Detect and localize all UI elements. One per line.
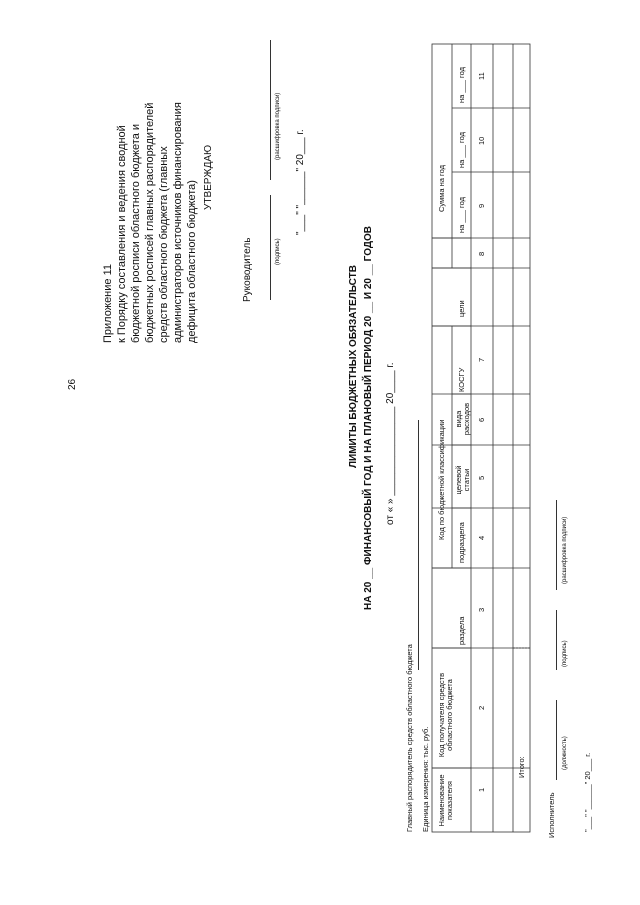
document-subtitle: НА 20 __ ФИНАНСОВЫЙ ГОД И НА ПЛАНОВЫЙ ПЕРИОД 20 __ И 20 __ ГОДОВ — [363, 226, 374, 610]
appendix-line: дефицита областного бюджета) — [186, 180, 198, 343]
executor-signature-line — [556, 610, 557, 670]
header-name: Наименование показателя — [437, 774, 454, 827]
appendix-line: бюджетной росписи областного бюджета и — [130, 123, 142, 343]
header-expense: вида расходов — [454, 402, 471, 436]
appendix-line: Приложение 11 — [102, 264, 114, 343]
column-number: 10 — [477, 136, 486, 145]
header-recipient: Код получателя средств областного бюджета — [437, 672, 454, 758]
appendix-line: средств областного бюджета (главных — [158, 146, 170, 343]
column-number: 2 — [477, 705, 486, 710]
main-manager-label: Главный распорядитель средств областного бюджета — [405, 644, 414, 832]
head-signature-caption: (подпись) — [275, 238, 281, 265]
position-caption: (должность) — [562, 736, 568, 770]
column-number: 7 — [477, 357, 486, 362]
executor-decoding-line — [556, 500, 557, 590]
column-number: 4 — [477, 535, 486, 540]
appendix-block — [101, 63, 199, 343]
header-year-2: на ___ год — [457, 132, 466, 168]
executor-position-line — [556, 700, 557, 780]
column-number: 9 — [477, 203, 486, 208]
header-sum: Сумма на год — [437, 165, 446, 212]
column-number: 1 — [477, 787, 486, 792]
page-number: 26 — [67, 378, 78, 390]
total-label: Итого: — [517, 756, 526, 778]
executor-label: Исполнитель — [547, 792, 556, 838]
header-year-3: на ___ год — [457, 67, 466, 103]
column-number: 11 — [477, 72, 486, 80]
appendix-line: администраторов источников финансирования — [172, 102, 184, 343]
column-number: 6 — [477, 417, 486, 422]
executor-signature-caption: (подпись) — [562, 640, 568, 667]
column-number: 3 — [477, 607, 486, 612]
head-date-line: "___" "______" 20___ г. — [295, 129, 306, 235]
appendix-line: к Порядку составления и ведения сводной — [116, 125, 128, 343]
header-kosgu: КОСГУ — [457, 367, 466, 392]
appendix-line: бюджетных росписей главных распорядителей — [144, 102, 156, 343]
executor-decoding-caption: (расшифровка подписи) — [562, 516, 568, 584]
head-decoding-line — [270, 40, 271, 180]
header-subsection: подраздела — [457, 522, 466, 563]
header-year-1: на ___ год — [457, 197, 466, 233]
header-section: раздела — [457, 616, 466, 645]
document-title: ЛИМИТЫ БЮДЖЕТНЫХ ОБЯЗАТЕЛЬСТВ — [348, 265, 359, 468]
executor-date-line: "___" "______" 20___ г. — [583, 752, 592, 832]
header-classification: Код по бюджетной классификации — [437, 419, 446, 540]
head-decoding-caption: (расшифровка подписи) — [275, 92, 281, 160]
document-date: от « » ________________ 20____ г. — [385, 362, 396, 525]
header-target: целевой статьи — [454, 465, 471, 495]
column-number: 8 — [477, 251, 486, 256]
main-manager-line — [418, 420, 419, 670]
approve-label: УТВЕРЖДАЮ — [203, 144, 214, 210]
header-goal: цели — [457, 300, 466, 317]
head-label: Руководитель — [242, 237, 253, 302]
unit-label: Единица измерения: тыс. руб. — [421, 726, 430, 832]
column-number: 5 — [477, 475, 486, 480]
head-signature-line — [270, 195, 271, 300]
